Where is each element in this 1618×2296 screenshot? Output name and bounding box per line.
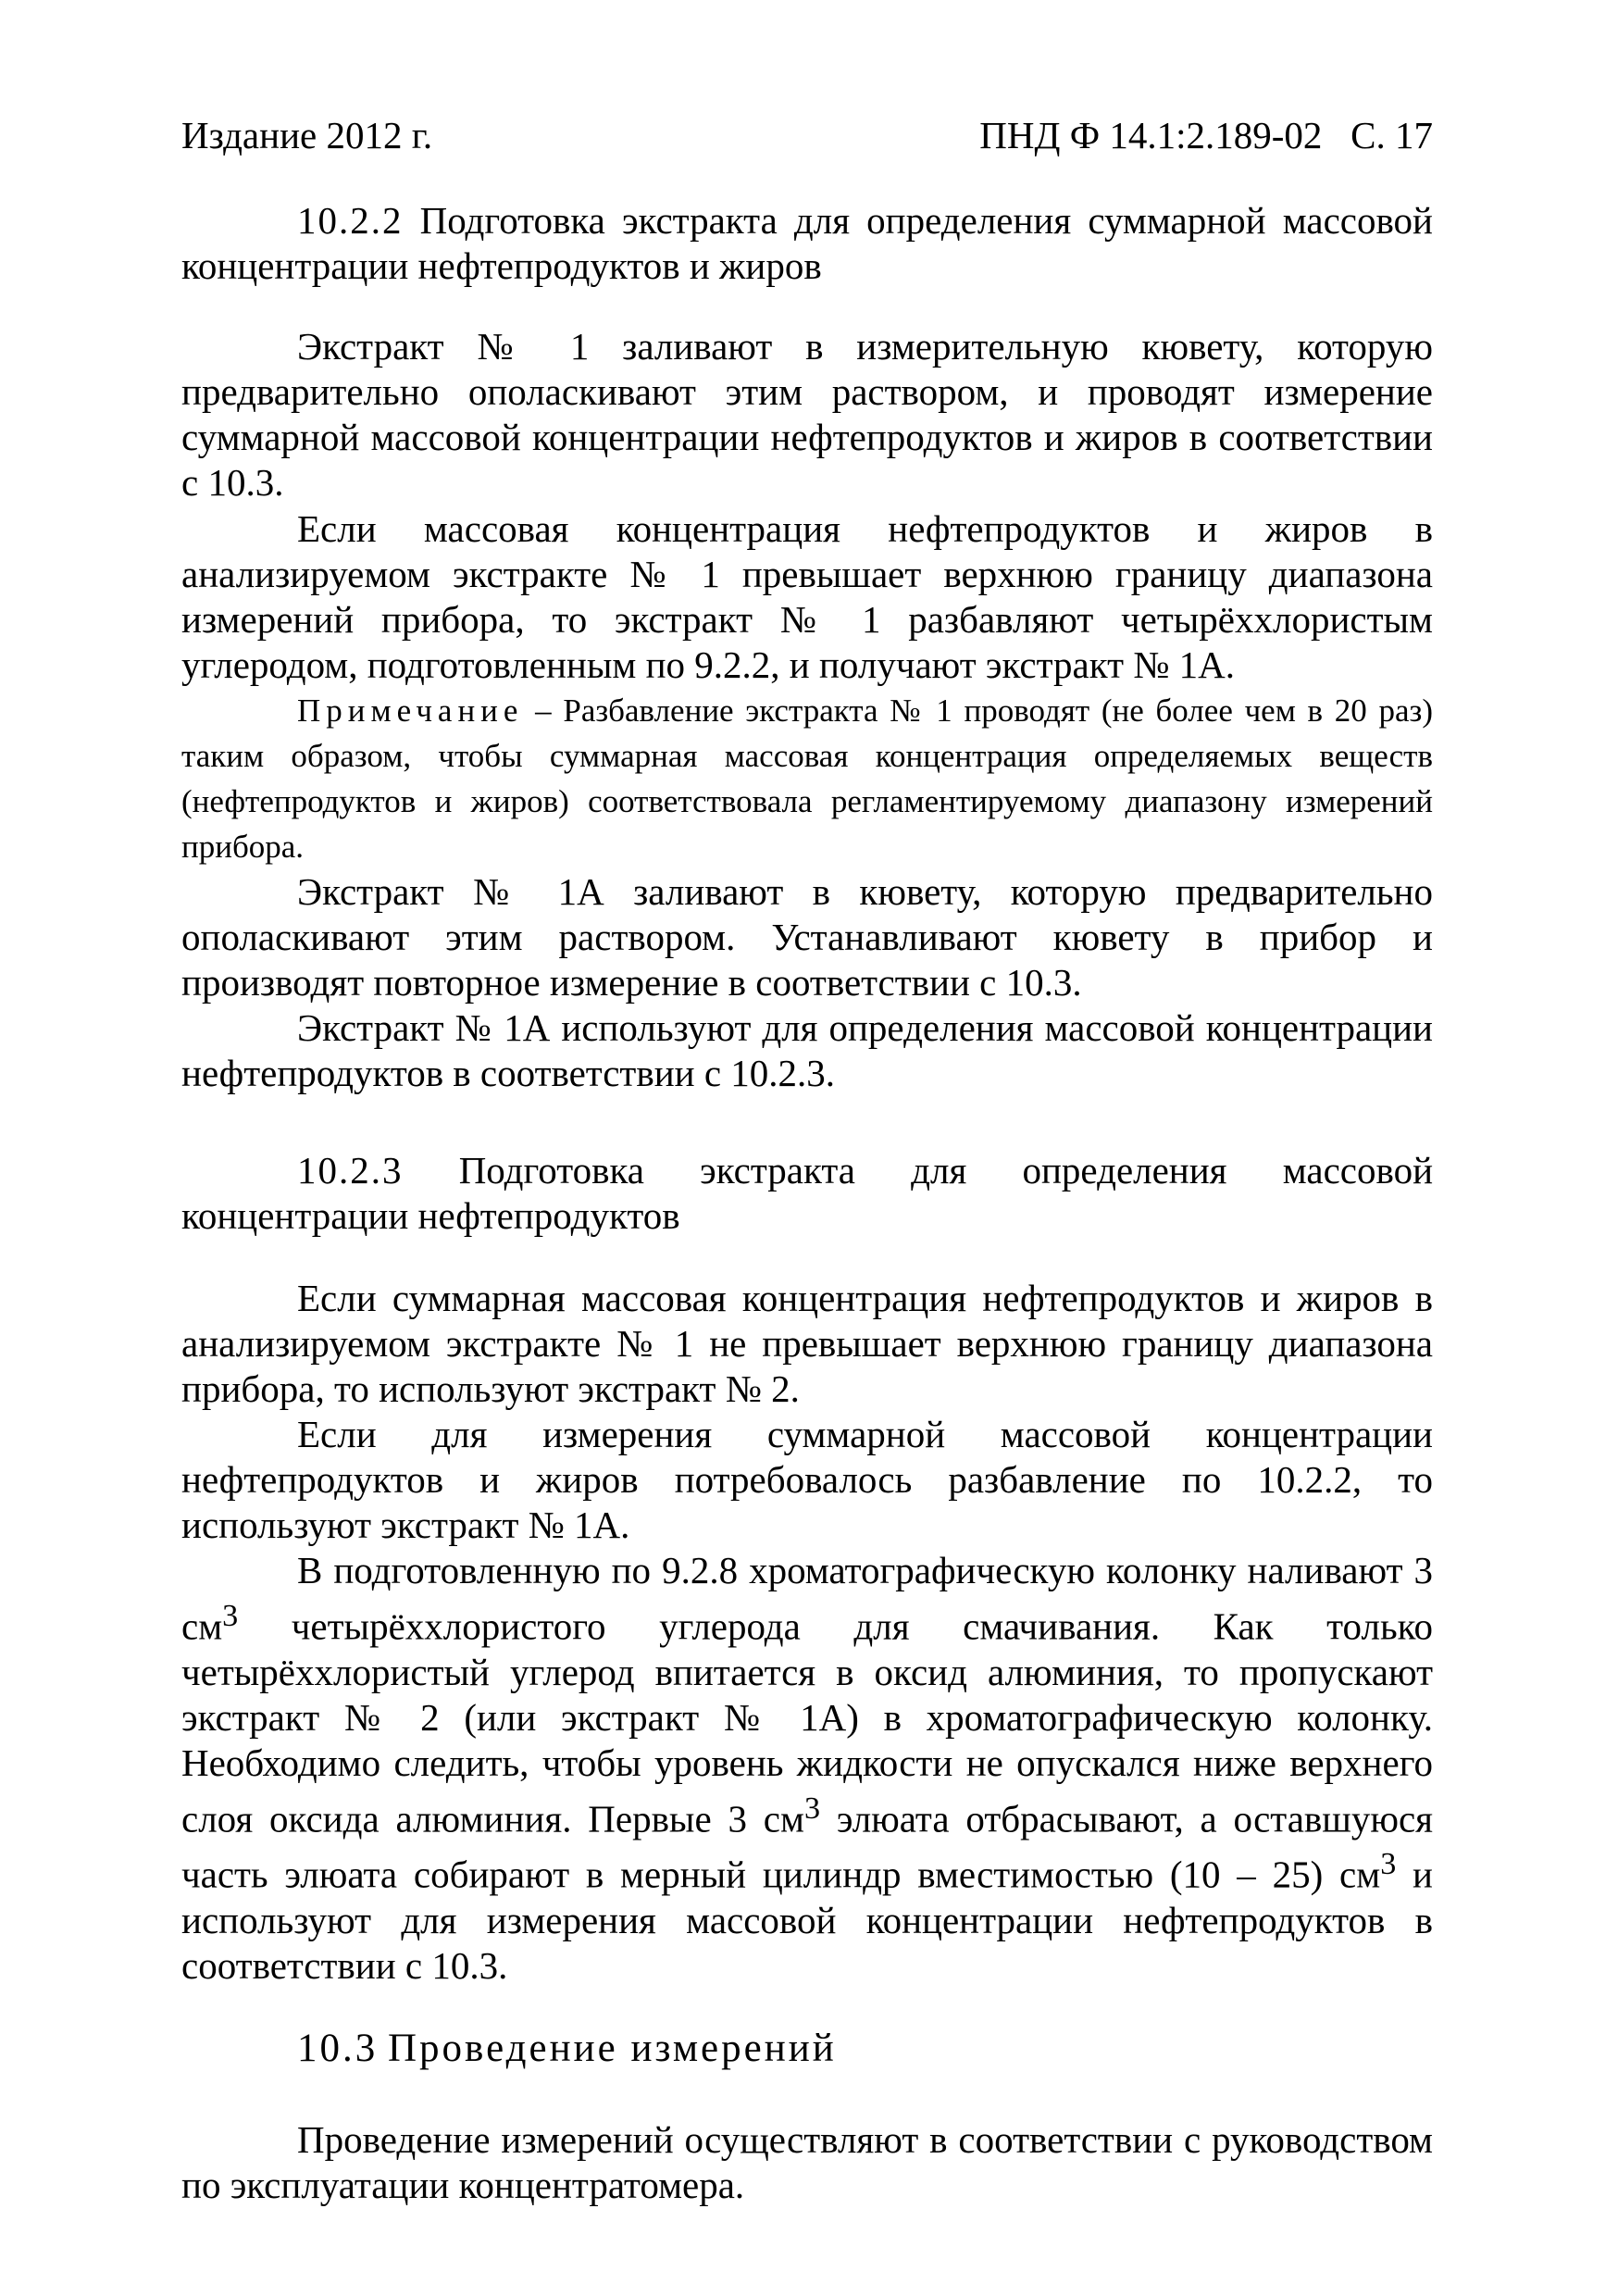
- superscript: 3: [803, 1791, 821, 1826]
- paragraph: Если массовая концентрация нефтепродуктов и жиров в анализируемом экстракте № 1 превышает верхнюю границу диапазона измерений прибора, то экстракт № 1 разбавляют четырёххлористым углеродом, подготовленным по 9.2.2, и получают экстракт № 1А.: [181, 507, 1433, 686]
- note-label: Примечание: [297, 693, 524, 729]
- section-number: 10.2.3: [297, 1149, 404, 1192]
- section-number: 10.3: [297, 2027, 379, 2070]
- section-10-2-3-title: [181, 1148, 1433, 1239]
- superscript: 3: [1380, 1847, 1397, 1882]
- paragraph: Если для измерения суммарной массовой концентрации нефтепродуктов и жиров потребовалось разбавление по 10.2.2, то используют экстракт № 1А.: [181, 1413, 1433, 1546]
- text-run: и используют для измерения массовой концентрации нефтепродуктов в соответствии с 10.3.: [181, 1853, 1433, 1987]
- text-run: В подготовленную по 9.2.8 хроматографическую колонку наливают 3 см: [181, 1549, 1433, 1648]
- section-title-text: Подготовка экстракта для определения суммарной массовой концентрации нефтепродуктов и жиров: [181, 199, 1434, 287]
- note-paragraph: [181, 688, 1433, 869]
- section-10-3-title: [181, 2026, 1433, 2071]
- edition-label: Издание 2012 г.: [181, 114, 433, 156]
- section-title-text: Подготовка экстракта для определения массовой концентрации нефтепродуктов: [181, 1149, 1434, 1237]
- paragraph: Экстракт № 1А заливают в кювету, которую предварительно ополаскивают этим раствором. Устанавливают кювету в прибор и производят повторное измерение в соответствии с 10.3.: [181, 870, 1433, 1004]
- text-run: четырёххлористого углерода для смачивания. Как только четырёххлористый углерод впитается в оксид алюминия, то пропускают экстракт № 2 (или экстракт № 1А) в хроматографическую колонку. Необходимо следить, чтобы уровень жидкости не опускался ниже верхнего слоя оксида алюминия. Первые 3 см: [181, 1604, 1433, 1841]
- paragraph: Экстракт № 1 заливают в измерительную кювету, которую предварительно ополаскивают этим раствором, и проводят измерение суммарной массовой концентрации нефтепродуктов и жиров в соответствии с 10.3.: [181, 325, 1433, 504]
- paragraph: Экстракт № 1А используют для определения массовой концентрации нефтепродуктов в соответствии с 10.2.3.: [181, 1006, 1433, 1094]
- superscript: 3: [222, 1599, 239, 1633]
- doc-code: ПНД Ф 14.1:2.189-02: [979, 114, 1323, 156]
- page-number: С. 17: [1350, 114, 1433, 156]
- paragraph: [181, 1548, 1433, 1989]
- section-number: 10.2.2: [297, 199, 404, 242]
- section-title-text: Проведение измерений: [388, 2027, 837, 2070]
- note-text: – Разбавление экстракта № 1 проводят (не более чем в 20 раз) таким образом, чтобы суммарная массовая концентрация определяемых веществ (нефтепродуктов и жиров) соответствовала регламентируемому диапазону измерений прибора.: [181, 693, 1433, 865]
- doc-header-right: [979, 114, 1433, 156]
- paragraph: Если суммарная массовая концентрация нефтепродуктов и жиров в анализируемом экстракте № 1 не превышает верхнюю границу диапазона прибора, то используют экстракт № 2.: [181, 1277, 1433, 1410]
- paragraph: Проведение измерений осуществляют в соответствии с руководством по эксплуатации концентратомера.: [181, 2118, 1433, 2206]
- text-run: элюата отбрасывают, а оставшуюся часть элюата собирают в мерный цилиндр вместимостью (10 – 25) см: [181, 1797, 1434, 1896]
- section-10-2-2-title: [181, 198, 1433, 289]
